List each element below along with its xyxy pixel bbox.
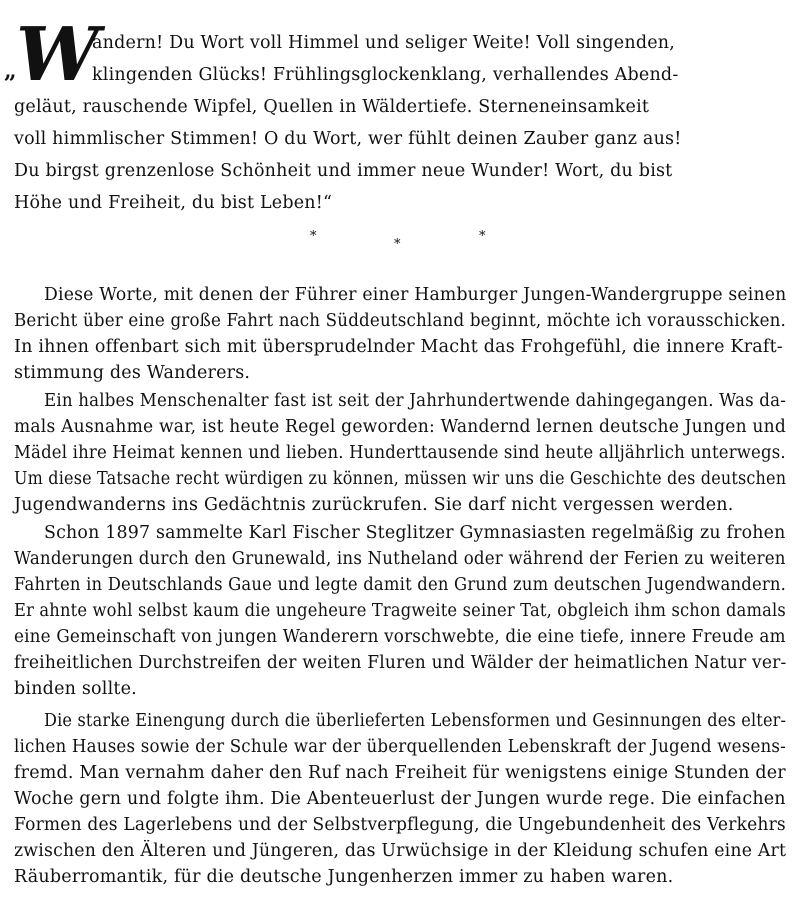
paragraph-line: Woche gern und folgte ihm. Die Abenteuerlust der Jungen wurde rege. Die einfachen bbox=[14, 789, 786, 809]
paragraph-line: Formen des Lagerlebens und der Selbstverpflegung, die Ungebundenheit des Verkehrs bbox=[14, 815, 786, 835]
quote-line: Du birgst grenzenlose Schönheit und immer neue Wunder! Wort, du bist bbox=[14, 161, 673, 181]
paragraph-line: Wanderungen durch den Grunewald, ins Nutheland oder während der Ferien zu weiteren bbox=[14, 549, 786, 569]
paragraph-line: Diese Worte, mit denen der Führer einer Hamburger Jungen-Wandergruppe seinen bbox=[44, 285, 787, 305]
paragraph-line: Bericht über eine große Fahrt nach Süddeutschland beginnt, möchte ich vorausschicken. bbox=[14, 311, 787, 331]
paragraph-line: Die starke Einengung durch die überlieferten Lebensformen und Gesinnungen des elter- bbox=[44, 711, 787, 731]
quote-line: andern! Du Wort voll Himmel und seliger Weite! Voll singenden, bbox=[92, 33, 676, 53]
separator-star: * bbox=[479, 229, 486, 244]
paragraph-line: fremd. Man vernahm daher den Ruf nach Freiheit für wenigstens einige Stunden der bbox=[14, 763, 786, 783]
decorative-initial-letter: W bbox=[16, 12, 98, 98]
section-separator bbox=[0, 226, 800, 250]
paragraph-line: Ein halbes Menschenalter fast ist seit der Jahrhundertwende dahingegangen. Was da- bbox=[44, 391, 787, 411]
quote-line: Höhe und Freiheit, du bist Leben!“ bbox=[14, 193, 333, 213]
paragraph-line: Räuberromantik, für die deutsche Jungenherzen immer zu haben waren. bbox=[14, 867, 674, 887]
paragraph-line: In ihnen offenbart sich mit übersprudelnder Macht das Frohgefühl, die innere Kraft- bbox=[14, 337, 783, 357]
separator-star: * bbox=[310, 229, 317, 244]
separator-star: * bbox=[394, 237, 401, 252]
paragraph-line: Jugendwanderns ins Gedächtnis zurückrufen. Sie darf nicht vergessen werden. bbox=[14, 495, 734, 515]
paragraph-line: binden sollte. bbox=[14, 679, 137, 699]
quote-line: voll himmlischer Stimmen! O du Wort, wer fühlt deinen Zauber ganz aus! bbox=[14, 129, 682, 149]
paragraph-line: Fahrten in Deutschlands Gaue und legte damit den Grund zum deutschen Jugendwandern. bbox=[14, 575, 787, 595]
paragraph-line: Schon 1897 sammelte Karl Fischer Steglitzer Gymnasiasten regelmäßig zu frohen bbox=[44, 523, 786, 543]
quote-line: geläut, rauschende Wipfel, Quellen in Wäldertiefe. Sterneneinsamkeit bbox=[14, 97, 650, 117]
paragraph-line: Um diese Tatsache recht würdigen zu können, müssen wir uns die Geschichte des deutschen bbox=[14, 469, 787, 489]
quote-line: klingenden Glücks! Frühlingsglockenklang, verhallendes Abend- bbox=[92, 65, 679, 85]
opening-quote-block bbox=[0, 14, 800, 214]
paragraph-line: eine Gemeinschaft von jungen Wanderern vorschwebte, die eine tiefe, innere Freude am bbox=[14, 627, 786, 647]
paragraph-line: Er ahnte wohl selbst kaum die ungeheure Tragweite seiner Tat, obgleich ihm schon damals bbox=[14, 601, 786, 621]
paragraph-line: lichen Hauses sowie der Schule war der überquellenden Lebenskraft der Jugend wesens- bbox=[14, 737, 786, 757]
paragraph-line: mals Ausnahme war, ist heute Regel geworden: Wandernd lernen deutsche Jungen und bbox=[14, 417, 786, 437]
opening-quotation-mark: „ bbox=[4, 58, 17, 84]
paragraph-line: zwischen den Älteren und Jüngeren, das Urwüchsige in der Kleidung schufen eine Art bbox=[14, 841, 787, 861]
paragraph-line: Mädel ihre Heimat kennen und lieben. Hunderttausende sind heute alljährlich unterwegs. bbox=[14, 443, 786, 463]
paragraph-line: freiheitlichen Durchstreifen der weiten Fluren und Wälder der heimatlichen Natur ver- bbox=[14, 653, 787, 673]
paragraph-line: stimmung des Wanderers. bbox=[14, 363, 251, 383]
